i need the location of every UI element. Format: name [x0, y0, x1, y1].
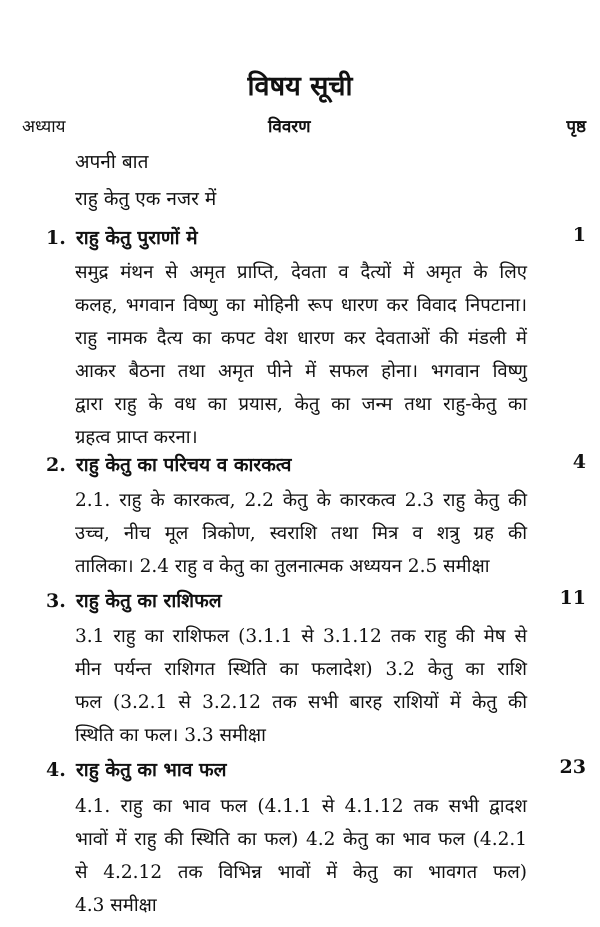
- chapter-heading: [46, 587, 586, 613]
- chapter-number: 4.: [46, 759, 66, 781]
- chapter-description: [75, 484, 527, 583]
- description-line: 3.1 राहु का राशिफल (3.1.1 से 3.1.12 तक राहु की मेष से: [75, 626, 527, 647]
- description-line: आकर बैठना तथा अमृत पीने में सफल होना। भगवान विष्णु: [75, 361, 527, 382]
- description-line: फल (3.2.1 से 3.2.12 तक सभी बारह राशियों में केतु की: [75, 692, 527, 713]
- chapter-title: राहु केतु का भाव फल: [76, 759, 227, 781]
- chapter-number: 3.: [46, 590, 66, 612]
- chapter-title: राहु केतु का राशिफल: [76, 590, 222, 612]
- description-line: मीन पर्यन्त राशिगत स्थिति का फलादेश) 3.2 केतु का राशि: [75, 659, 527, 680]
- chapter-number: 1.: [46, 227, 66, 249]
- chapter-title: राहु केतु का परिचय व कारकत्व: [76, 454, 292, 476]
- chapter-description: [75, 790, 527, 922]
- header-chapter: अध्याय: [22, 117, 66, 137]
- description-line: राहु नामक दैत्य का कपट वेश धारण कर देवताओं की मंडली में: [75, 328, 527, 349]
- description-line: कलह, भगवान विष्णु का मोहिनी रूप धारण कर विवाद निपटाना।: [75, 295, 527, 316]
- chapter-page-number: 1: [572, 224, 586, 246]
- chapter-page-number: 23: [559, 756, 586, 778]
- description-line: तालिका। 2.4 राहु व केतु का तुलनात्मक अध्ययन 2.5 समीक्षा: [75, 556, 490, 577]
- description-line: समुद्र मंथन से अमृत प्राप्ति, देवता व दैत्यों में अमृत के लिए: [75, 262, 527, 283]
- description-line: उच्च, नीच मूल त्रिकोण, स्वराशि तथा मित्र व शत्रु ग्रह की: [75, 523, 527, 544]
- description-line: भावों में राहु की स्थिति का फल) 4.2 केतु का भाव फल (4.2.1: [75, 829, 527, 850]
- front-item-preface: अपनी बात: [75, 151, 149, 173]
- header-description: विवरण: [268, 117, 311, 137]
- chapter-heading: [46, 451, 586, 477]
- chapter-number: 2.: [46, 454, 66, 476]
- description-line: से 4.2.12 तक विभिन्न भावों में केतु का भावगत फल): [75, 862, 527, 883]
- description-line: 4.3 समीक्षा: [75, 895, 157, 916]
- chapter-heading: [46, 756, 586, 782]
- front-item-overview: राहु केतु एक नजर में: [75, 188, 217, 210]
- chapter-page-number: 4: [572, 451, 586, 473]
- chapter-page-number: 11: [559, 587, 586, 609]
- chapter-heading: [46, 224, 586, 250]
- description-line: द्वारा राहु के वध का प्रयास, केतु का जन्म तथा राहु-केतु का: [75, 394, 527, 415]
- description-line: स्थिति का फल। 3.3 समीक्षा: [75, 725, 266, 746]
- description-line: 2.1. राहु के कारकत्व, 2.2 केतु के कारकत्व 2.3 राहु केतु की: [75, 490, 527, 511]
- chapter-description: [75, 620, 527, 752]
- chapter-title: राहु केतु पुराणों मे: [76, 227, 198, 249]
- header-page: पृष्ठ: [566, 117, 586, 137]
- description-line: ग्रहत्व प्राप्त करना।: [75, 427, 198, 448]
- chapter-description: [75, 256, 527, 454]
- description-line: 4.1. राहु का भाव फल (4.1.1 से 4.1.12 तक सभी द्वादश: [75, 796, 527, 817]
- page-title: विषय सूची: [247, 71, 353, 102]
